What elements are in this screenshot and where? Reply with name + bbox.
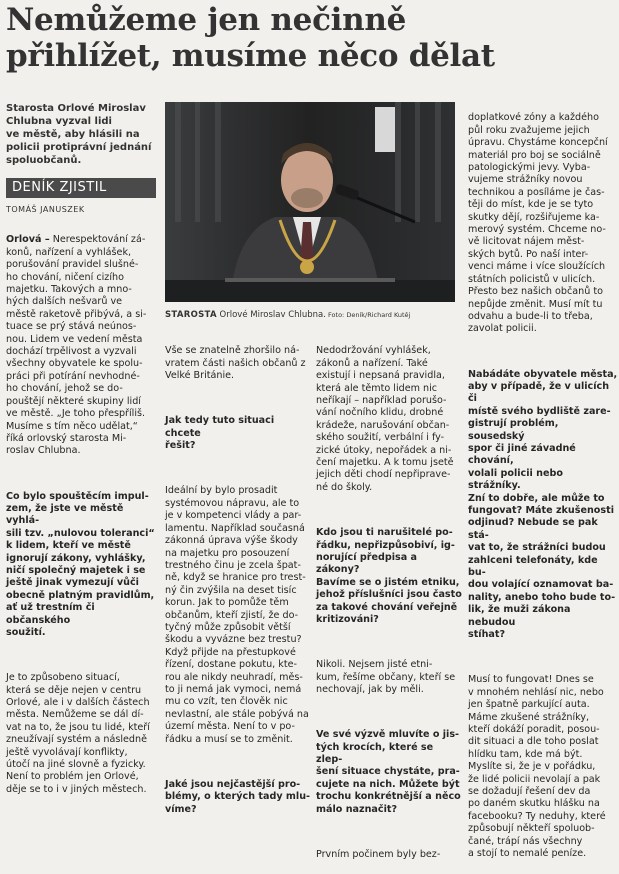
col2-question-2: Jaké jsou nejčastější pro- blémy, o kterých tady mlu- víme?: [165, 778, 311, 815]
headline: [6, 2, 616, 74]
photo-caption: [165, 310, 465, 320]
col4-paragraph-1: doplatkové zóny a každého půl roku zvažujeme jejich úpravu. Chystáme koncepční materiál pro boj se sociálně patologickými jevy. Vyba- vujeme strážníky novou technikou a posíláme je čas- těji do míst, kde je se tyto skutky dějí, rozšiřujeme ka- merový systém. Chceme no- vě licitovat nájem měst- ských bytů. Po naší inter- venci máme i více sloužících státních policistů v ulicích. Přesto bez našich občanů to nepůjde změnit. Musí mít tu odvahu a bude-li to třeba, zavolat policii.: [468, 112, 608, 335]
col1-paragraph-1: Orlová – Nerespektování zá- konů, nařízení a vyhlášek, porušování pravidel slušné- ho chování, ničení cizího majetku. Takových a mno- hých dalších nešvarů ve městě raketově přibývá, a si- tuace se prý stává neúnos- nou. Lidem ve vedení města dochází trpělivost a vyzvali všechny obyvatele ke spolu- práci při potírání nevhodné- ho chování, jehož se do- pouštějí některé skupiny lidí ve městě. „Je toho přespříliš. Musíme s tím něco udělat,“ říká orlovský starosta Mi- roslav Chlubna.: [6, 234, 147, 457]
col3-question-2: Ve své výzvě mluvíte o jis- tých krocích, které se zlep- šení situace chystáte, pra- cujete na nich. Můžete být trochu konkrétnější a něco málo naznačit?: [316, 729, 461, 815]
author-byline: TOMÁŠ JANUSZEK: [6, 205, 85, 214]
photo-credit: Foto: Deník/Richard Kutěj: [325, 311, 411, 319]
section-label: DENÍK ZJISTIL: [6, 178, 156, 198]
text-column-1: [6, 222, 158, 809]
lead-paragraph: Starosta Orlové Miroslav Chlubna vyzval lidi ve městě, aby hlásili na policii protiprávní jednání spoluobčanů.: [6, 103, 152, 166]
col3-paragraph-3: Prvním počinem byly bez-: [316, 848, 441, 860]
text-column-2: [165, 333, 311, 828]
col2-paragraph-1: Vše se znatelně zhoršilo ná- vratem části našich občanů z Velké Británie.: [165, 345, 306, 382]
col4-question-1: Nabádáte obyvatele města, aby v případě, že v ulicích či místě svého bydliště zare- gistrují problém, sousedský spor či jiné závadné chování, volali policii nebo strážníky. Zní to dobře, ale může to fungovat? Máte zkušenosti odjinud? Nebude se pak stá- vat to, že strážníci budou zahlceni telefonáty, kde bu- dou volající oznamovat ba- nality, anebo toho bude to- lik, že muži zákona nebudou stíhat?: [468, 368, 618, 641]
col3-paragraph-1: Nedodržování vyhlášek, zákonů a nařízení. Také existují i nepsaná pravidla, která ale těmto lidem nic neříkají – například porušo- vání nočního klidu, drobné krádeže, narušování občan- ského soužití, verbální i fy- zické útoky, nepořádek a ni- čení majetku. A k tomu jsetě jejich děti chodí nepřiprave- né do školy.: [316, 345, 454, 493]
caption-label: STAROSTA: [165, 310, 217, 320]
col2-question-1: Jak tedy tuto situaci chcete řešit?: [165, 415, 275, 452]
headline-line-2: přihlížet, musíme něco dělat: [6, 38, 495, 74]
col3-paragraph-2: Nikoli. Nejsem jisté etni- kum, řešíme občany, kteří se nechovají, jak by měli.: [316, 659, 456, 695]
dateline: Orlová –: [6, 234, 50, 246]
caption-text: Orlové Miroslav Chlubna.: [216, 310, 326, 320]
col1-paragraph-2: Je to způsobeno situací, která se děje nejen v centru Orlové, ale i v dalších částech města. Nemůžeme se dál dí- vat na to, že jsou tu lidé, kteří zneužívají systém a následně ještě vyvolávají konflikty, útočí na jiné slovně a fyzicky. Není to problém jen Orlové, děje se to i v jiných městech.: [6, 672, 150, 795]
col3-question-1: Kdo jsou ti narušitelé po- řádku, nepřizpůsobiví, ig- norující předpisa a zákony? Bavíme se o jistém etniku, jehož příslušníci jsou často za takové chování veřejně kritizováni?: [316, 527, 462, 625]
photo-illustration: [165, 102, 455, 302]
text-column-3: [316, 333, 462, 874]
col4-paragraph-2: Musí to fungovat! Dnes se v mnohém nehlásí nic, nebo jen špatně parkující auta. Máme zkušené strážníky, kteří dokáží poradit, posou- dit situaci a dle toho poslat hlídku tam, kde má být. Myslíte si, že je v pořádku, že lidé policii nevolají a pak se dožadují řešení dev da po daném skutku hlášku na facebooku? Ty neduhy, které způsobují někteří spoluob- čané, trápí nás všechny a stojí to nemalé peníze.: [468, 674, 606, 859]
article-photo: [165, 102, 455, 302]
text-column-4: [468, 100, 618, 873]
col2-paragraph-2: Ideální by bylo prosadit systémovou nápravu, ale to je v kompetenci vlády a par- lamentu. Například současná zákonná úprava výše škody na majetku pro posouzení trestného činu je zcela špat- ně, když se hranice pro trest- ný čin zvýšila na deset tisíc korun. Jak to pomůže těm občanům, kteří zjistí, že do- tyčný může způsobit větší škodu a vyvázne bez trestu? Když přijde na přestupkové řízení, dostane pokutu, kte- rou ale nikdy neuhradí, měs- to ji nemá jak vymoci, nemá mu co vzít, ten člověk nic nevlastní, ale stále pobývá na území města. Není to v po- řádku a musí se to změnit.: [165, 485, 309, 745]
headline-line-1: Nemůžeme jen nečinně: [6, 2, 407, 38]
col1-question-1: Co bylo spouštěcím impul- zem, že jste ve městě vyhlá- sili tzv. „nulovou toleranci“ k lidem, kteří ve městě ignorují zákony, vyhlášky, ničí společný majetek i se ještě jinak vymezují vůči obecně platným pravidlům, ať už trestním či občanského soužití.: [6, 490, 155, 638]
